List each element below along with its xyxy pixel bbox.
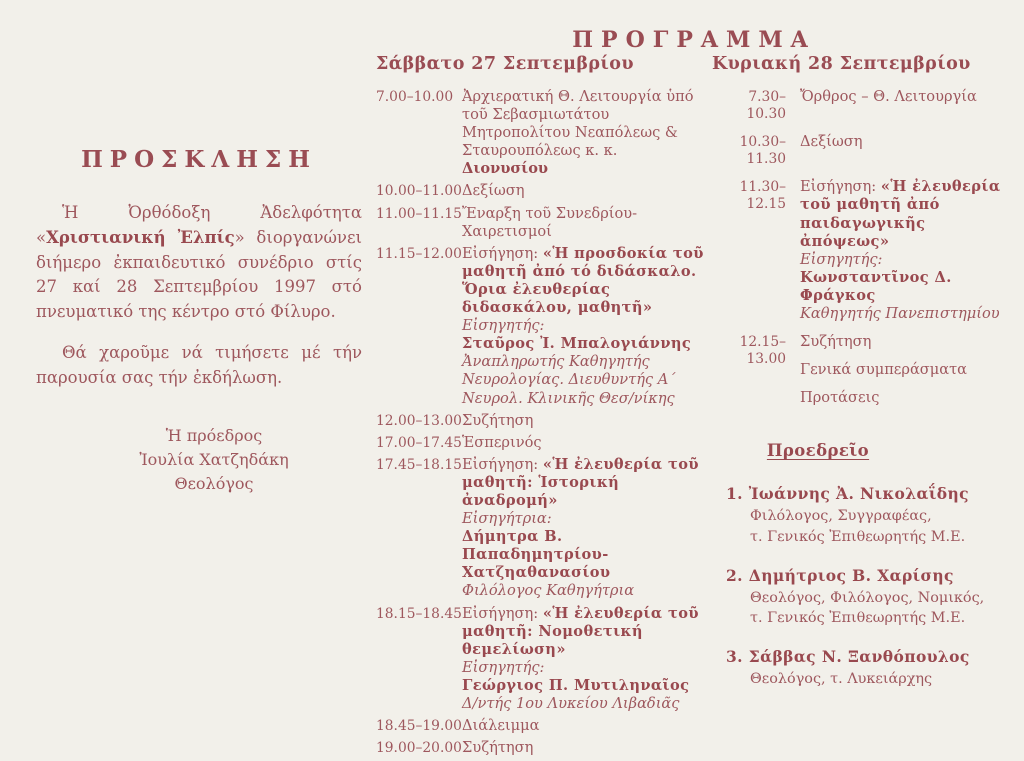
member-number: 3. (726, 647, 743, 667)
speaker-name: Δήμητρα Β. Παπαδημητρίου-Χατζηαθανασίου (462, 528, 611, 582)
invitation-text: » διοργανώνει διήμερο ἐκπαιδευτικό συνέδριο στίς 27 καί 28 Σεπτεμβρίου 1997 στό πνευματικό της κέντρο στό Φίλυρο. (36, 227, 362, 321)
time-slot: 19.00–20.00 (376, 740, 462, 757)
saturday-heading: Σάββατο 27 Σεπτεμβρίου (376, 54, 634, 74)
invitation-title: ΠΡΟΣΚΛΗΣΗ (81, 146, 317, 173)
lecture-title: «Ἡ ἐλευθερία τοῦ μαθητῆ: Νομοθετική θεμελίωση» (462, 604, 699, 658)
schedule-row (376, 605, 706, 714)
speaker-role: Δ/ντής 1ου Λυκείου Λιβαδιᾶς (462, 695, 680, 712)
presidium-member (712, 647, 1018, 689)
event-description: Ἔναρξη τοῦ Συνεδρίου-Χαιρετισμοί (462, 204, 638, 240)
invitation-paragraph (36, 201, 362, 325)
event-description (462, 456, 706, 601)
speaker-label: Εἰσηγητής: (800, 250, 883, 268)
member-name-line (726, 647, 1018, 666)
speaker-role: Φιλόλογος Καθηγήτρια (462, 582, 635, 600)
member-name-line (726, 566, 1018, 585)
speaker-label: Εἰσηγητής: (462, 317, 545, 335)
time-slot: 17.00–17.45 (376, 434, 462, 451)
lecture-line (462, 605, 706, 659)
invitation-paragraph: Θά χαροῦμε νά τιμήσετε μέ τήν παρουσία σας τήν ἐκδήλωση. (36, 342, 362, 387)
time-slot: 11.15–12.00 (376, 245, 462, 262)
event-description (462, 605, 706, 714)
time-slot: 18.45–19.00 (376, 718, 462, 735)
speaker-role: Καθηγητής Πανεπιστημίου (800, 305, 1000, 323)
event-extra-line: Προτάσεις (800, 389, 880, 407)
schedule-row (376, 245, 706, 408)
lecture-title: «Ἡ ἐλευθερία τοῦ μαθητῆ: Ἱστορική ἀναδρομή» (462, 455, 699, 509)
schedule-row (712, 133, 1018, 168)
member-number: 1. (726, 484, 743, 504)
presidium-section (712, 441, 1018, 689)
member-number: 2. (726, 565, 743, 585)
event-description: Δεξίωση (462, 182, 525, 200)
lecture-label: Εἰσήγηση: (462, 455, 543, 473)
member-role: Θεολόγος, Φιλόλογος, Νομικός, (750, 589, 985, 606)
event-description (462, 245, 706, 408)
schedule-row (712, 333, 1018, 407)
member-role: Θεολόγος, τ. Λυκειάρχης (750, 671, 933, 688)
schedule-row (376, 434, 706, 452)
event-description: Ὄρθρος – Θ. Λειτουργία (800, 88, 977, 105)
time-slot: 12.15–13.00 (739, 334, 786, 368)
speaker-name: Γεώργιος Π. Μυτιληναῖος (462, 676, 690, 694)
schedule-row (376, 88, 706, 178)
event-description: Δεξίωση (800, 133, 863, 151)
time-slot: 7.00–10.00 (376, 89, 454, 105)
presidium-heading: Προεδρεῖο (766, 441, 870, 461)
event-description: Ἑσπερινός (462, 433, 542, 451)
schedule-row (376, 739, 706, 757)
event-text: Ἀρχιερατική Θ. Λειτουργία ὑπό τοῦ Σεβασμιωτάτου Μητροπολίτου Νεαπόλεως & Σταυρουπόλεως κ. κ. (462, 88, 694, 160)
schedule-row (376, 717, 706, 735)
lecture-title: «Ἡ ἐλευθερία τοῦ μαθητῆ ἀπό παιδαγωγικῆς ἀπόψεως» (800, 178, 1001, 250)
time-slot: 18.15–18.45 (376, 605, 462, 622)
lecture-label: Εἰσήγηση: (800, 178, 881, 196)
saturday-schedule (376, 54, 706, 761)
celebrant-name: Διονυσίου (462, 160, 549, 178)
event-description (800, 178, 1018, 323)
time-slot: 7.30–10.30 (746, 89, 786, 123)
member-name: Δημήτριος Β. Χαρίσης (748, 565, 954, 585)
event-description: Συζήτηση (462, 411, 534, 429)
event-description (462, 88, 706, 178)
lecture-label: Εἰσήγηση: (462, 604, 543, 622)
speaker-role: Ἀναπληρωτής Καθηγητής Νευρολογίας. Διευθυντής Α΄ Νευρολ. Κλινικῆς Θεσ/νίκης (462, 353, 676, 407)
sunday-heading: Κυριακή 28 Σεπτεμβρίου (712, 54, 971, 74)
time-slot: 11.00–11.15 (376, 205, 462, 222)
invitation-text: Ἡ Ὀρθόδοξη Ἀδελφότητα « (36, 203, 362, 247)
lecture-title: «Ἡ προσδοκία τοῦ μαθητῆ ἀπό τό διδάσκαλο. Ὅρια ἐλευθερίας διδασκάλου, μαθητῆ» (462, 244, 704, 317)
schedule-row (376, 182, 706, 200)
fellowship-name: Χριστιανική Ἐλπίς (46, 227, 235, 247)
member-name: Σάββας Ν. Ξανθόπουλος (748, 647, 970, 667)
member-role: τ. Γενικός Ἐπιθεωρητής Μ.Ε. (750, 528, 966, 545)
invitation-section (36, 146, 362, 496)
lecture-label: Εἰσήγηση: (462, 244, 543, 262)
page-title: ΠΡΟΓΡΑΜΜΑ (572, 27, 816, 53)
speaker-name: Κωνσταντῖνος Δ. Φράγκος (800, 268, 952, 304)
speaker-label: Εἰσηγήτρια: (462, 510, 552, 528)
presidium-member (712, 484, 1018, 546)
event-text: Συζήτηση (800, 333, 872, 351)
member-role: τ. Γενικός Ἐπιθεωρητής Μ.Ε. (750, 609, 966, 626)
lecture-line (462, 245, 706, 317)
sunday-schedule (712, 54, 1018, 708)
event-description: Διάλειμμα (462, 717, 540, 735)
member-role: Φιλόλογος, Συγγραφέας, (750, 508, 932, 525)
event-extra-line: Γενικά συμπεράσματα (800, 361, 968, 379)
member-name-line (726, 484, 1018, 503)
speaker-label: Εἰσηγητής: (462, 658, 545, 676)
event-description: Συζήτηση (462, 739, 534, 757)
schedule-row (376, 205, 706, 241)
schedule-row (712, 178, 1018, 323)
schedule-row (376, 456, 706, 601)
speaker-name: Σταῦρος Ἰ. Μπαλογιάννης (462, 335, 692, 353)
presidium-member (712, 566, 1018, 628)
time-slot: 10.00–11.00 (376, 183, 462, 200)
signature-line: Θεολόγος (174, 474, 254, 494)
signature-line: Ἡ πρόεδρος (165, 426, 263, 446)
time-slot: 17.45–18.15 (376, 456, 462, 473)
lecture-line (462, 456, 706, 510)
signature-block (36, 424, 362, 496)
lecture-line (800, 178, 1018, 250)
time-slot: 10.30–11.30 (739, 134, 786, 168)
event-description (800, 333, 1018, 407)
time-slot: 12.00–13.00 (376, 412, 462, 429)
member-name: Ἰωάννης Ἀ. Νικολαΐδης (748, 484, 970, 504)
schedule-row (376, 412, 706, 430)
signature-line: Ἰουλία Χατζηδάκη (139, 450, 289, 470)
schedule-row (712, 88, 1018, 123)
time-slot: 11.30–12.15 (739, 179, 786, 213)
